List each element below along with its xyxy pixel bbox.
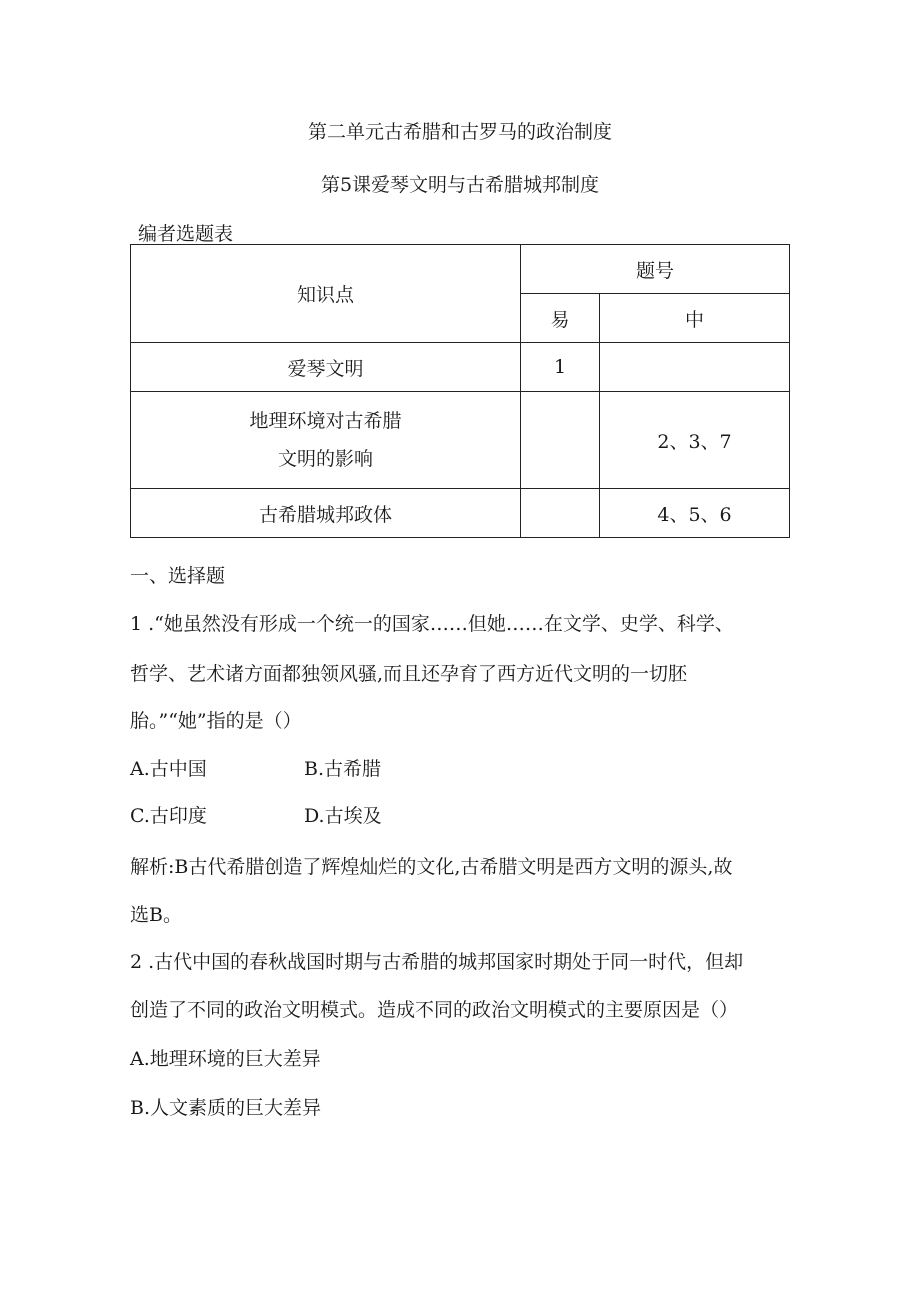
table-caption: 编者选题表	[138, 223, 234, 245]
lesson-title: 第5课爱琴文明与古希腊城邦制度	[320, 174, 600, 196]
question-2-option-b: B.人文素质的巨大差异	[130, 1097, 322, 1119]
question-1-option-d: D.古埃及	[304, 805, 382, 827]
header-question-no: 题号	[521, 245, 790, 294]
table-row	[131, 392, 790, 489]
table-row	[131, 489, 790, 538]
question-1-option-c: C.古印度	[130, 805, 207, 827]
cell-medium: 2、3、7	[600, 392, 790, 489]
section-heading: 一、选择题	[130, 565, 226, 587]
cell-knowledge-line2: 文明的影响	[277, 448, 373, 470]
cell-knowledge	[131, 392, 521, 489]
cell-medium	[600, 343, 790, 392]
header-knowledge: 知识点	[131, 245, 521, 343]
header-medium: 中	[600, 294, 790, 343]
cell-easy	[521, 489, 600, 538]
cell-knowledge: 爱琴文明	[131, 343, 521, 392]
question-2-stem-line2: 创造了不同的政治文明模式。造成不同的政治文明模式的主要原因是（）	[130, 999, 739, 1021]
question-1-analysis-line1: 解析:B古代希腊创造了辉煌灿烂的文化,古希腊文明是西方文明的源头,故	[130, 856, 733, 878]
question-2-stem-line1: 2 .古代中国的春秋战国时期与古希腊的城邦国家时期处于同一时代，但却	[130, 951, 744, 973]
question-1-option-b: B.古希腊	[304, 758, 382, 780]
cell-knowledge-line1: 地理环境对古希腊	[249, 410, 402, 432]
cell-easy	[521, 392, 600, 489]
cell-easy: 1	[521, 343, 600, 392]
question-1-analysis-line2: 选B。	[130, 904, 182, 926]
table-row	[131, 343, 790, 392]
question-1-option-a: A.古中国	[130, 758, 207, 780]
question-2-option-a: A.地理环境的巨大差异	[130, 1048, 321, 1070]
question-1-stem-line2: 哲学、艺术诸方面都独领风骚,而且还孕育了西方近代文明的一切胚	[130, 663, 688, 685]
cell-knowledge: 古希腊城邦政体	[131, 489, 521, 538]
selection-table	[130, 244, 790, 538]
question-1-stem-line3: 胎。”“她”指的是（）	[130, 710, 302, 732]
cell-medium: 4、5、6	[600, 489, 790, 538]
unit-title: 第二单元古希腊和古罗马的政治制度	[307, 121, 612, 143]
table-header-row	[131, 245, 790, 294]
question-1-stem-line1: 1 .“她虽然没有形成一个统一的国家……但她……在文学、史学、科学、	[130, 613, 734, 635]
header-easy: 易	[521, 294, 600, 343]
